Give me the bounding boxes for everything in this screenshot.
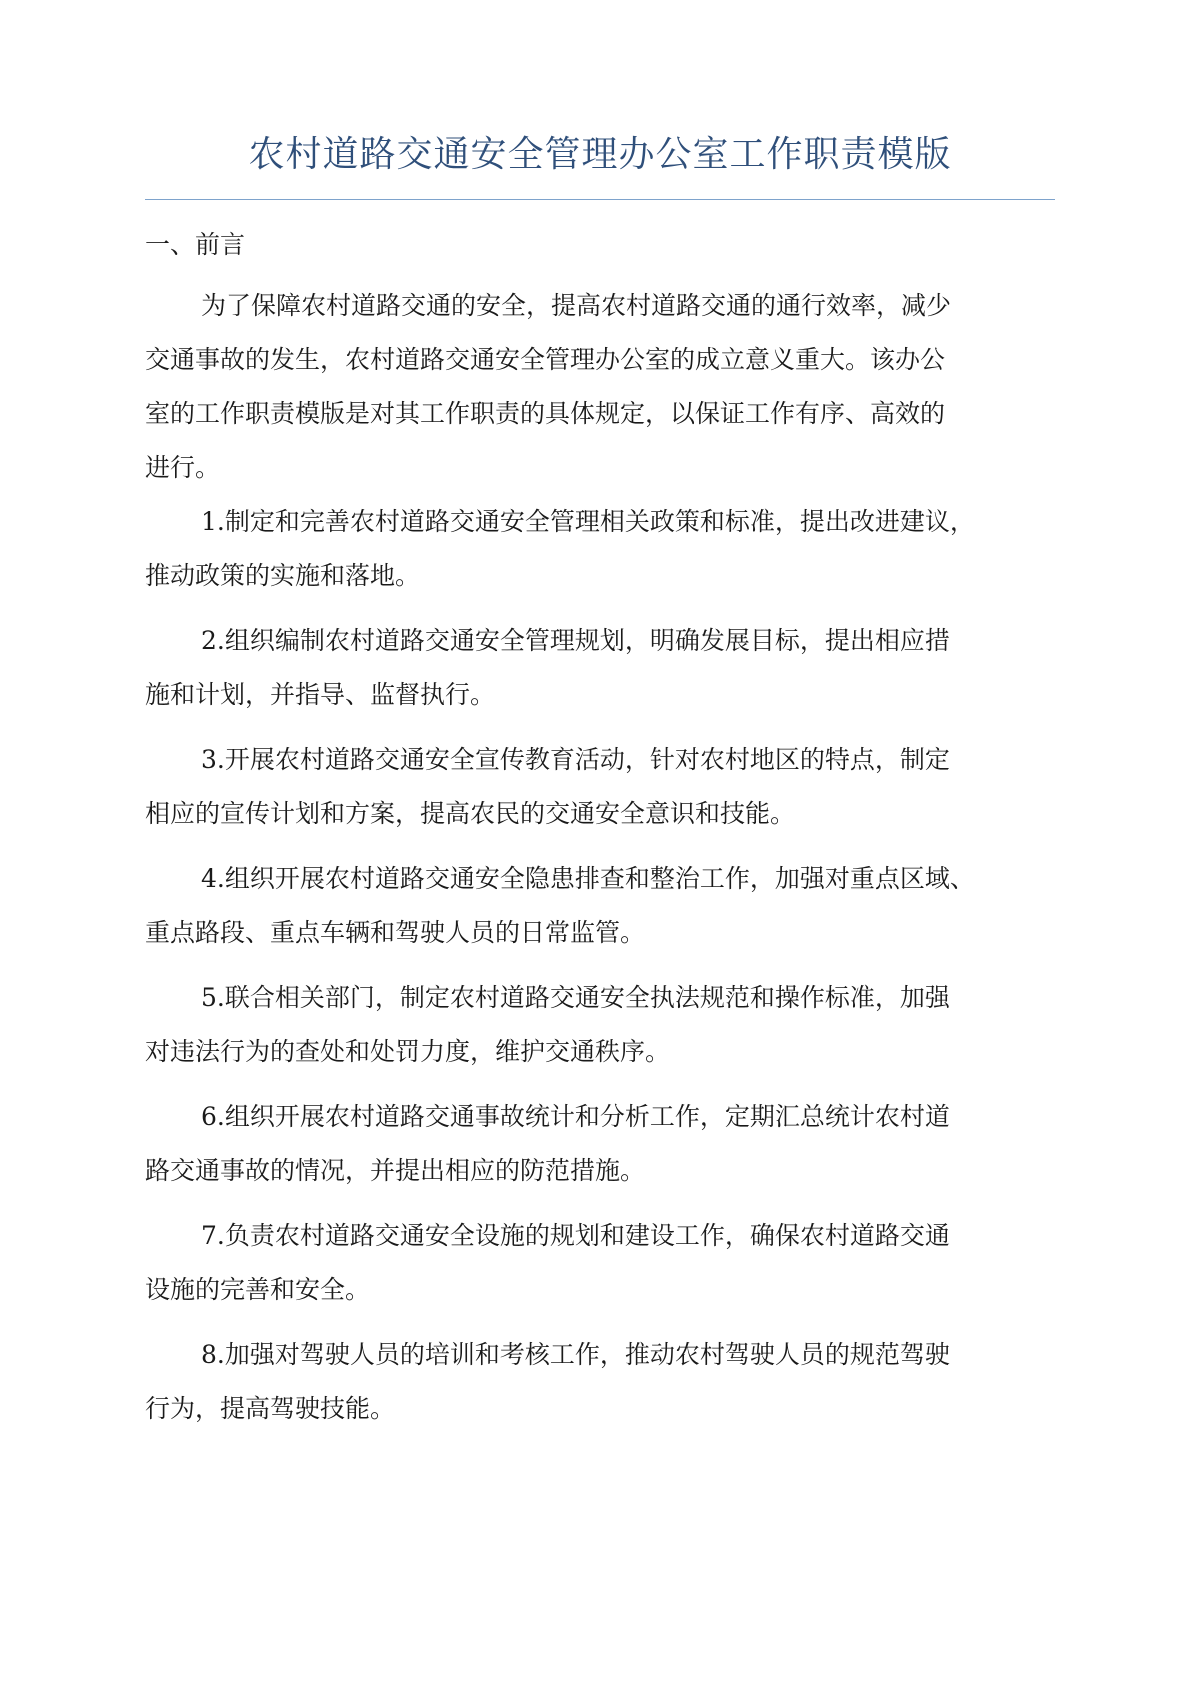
paragraph-item-2 [145, 614, 1055, 722]
title-divider [145, 199, 1055, 200]
paragraph-line: 重点路段、重点车辆和驾驶人员的日常监管。 [145, 918, 646, 947]
paragraph-line: 室的工作职责模版是对其工作职责的具体规定，以保证工作有序、高效的 [145, 399, 946, 428]
paragraph-line: 设施的完善和安全。 [145, 1275, 371, 1304]
paragraph-item-6 [145, 1090, 1055, 1198]
paragraph-item-3 [145, 733, 1055, 841]
paragraph-line: 施和计划，并指导、监督执行。 [145, 680, 496, 709]
paragraph-line: 进行。 [145, 453, 221, 482]
document-title: 农村道路交通安全管理办公室工作职责模版 [248, 134, 952, 175]
paragraph-line: 4.组织开展农村道路交通安全隐患排查和整治工作，加强对重点区域、 [201, 864, 975, 893]
paragraph-line: 2.组织编制农村道路交通安全管理规划，明确发展目标，提出相应措 [201, 626, 950, 655]
paragraph-item-5 [145, 971, 1055, 1079]
section-heading: 一、前言 [145, 230, 246, 259]
paragraph-line: 3.开展农村道路交通安全宣传教育活动，针对农村地区的特点，制定 [201, 745, 950, 774]
paragraph-line: 7.负责农村道路交通安全设施的规划和建设工作，确保农村道路交通 [201, 1221, 950, 1250]
paragraph-item-7 [145, 1209, 1055, 1317]
paragraph-item-8 [145, 1328, 1055, 1436]
paragraph-line: 为了保障农村道路交通的安全，提高农村道路交通的通行效率，减少 [201, 291, 952, 320]
paragraph-intro [145, 279, 1055, 495]
paragraph-line: 6.组织开展农村道路交通事故统计和分析工作，定期汇总统计农村道 [201, 1102, 950, 1131]
paragraph-line: 交通事故的发生，农村道路交通安全管理办公室的成立意义重大。该办公 [145, 345, 946, 374]
paragraph-line: 对违法行为的查处和处罚力度，维护交通秩序。 [145, 1037, 671, 1066]
paragraph-item-1 [145, 495, 1055, 603]
paragraph-line: 相应的宣传计划和方案，提高农民的交通安全意识和技能。 [145, 799, 796, 828]
paragraph-line: 推动政策的实施和落地。 [145, 561, 421, 590]
paragraph-line: 路交通事故的情况，并提出相应的防范措施。 [145, 1156, 646, 1185]
paragraph-item-4 [145, 852, 1055, 960]
paragraph-line: 8.加强对驾驶人员的培训和考核工作，推动农村驾驶人员的规范驾驶 [201, 1340, 950, 1369]
paragraph-line: 1.制定和完善农村道路交通安全管理相关政策和标准，提出改进建议， [201, 507, 975, 536]
paragraph-line: 行为，提高驾驶技能。 [145, 1394, 396, 1423]
paragraph-line: 5.联合相关部门，制定农村道路交通安全执法规范和操作标准，加强 [201, 983, 950, 1012]
